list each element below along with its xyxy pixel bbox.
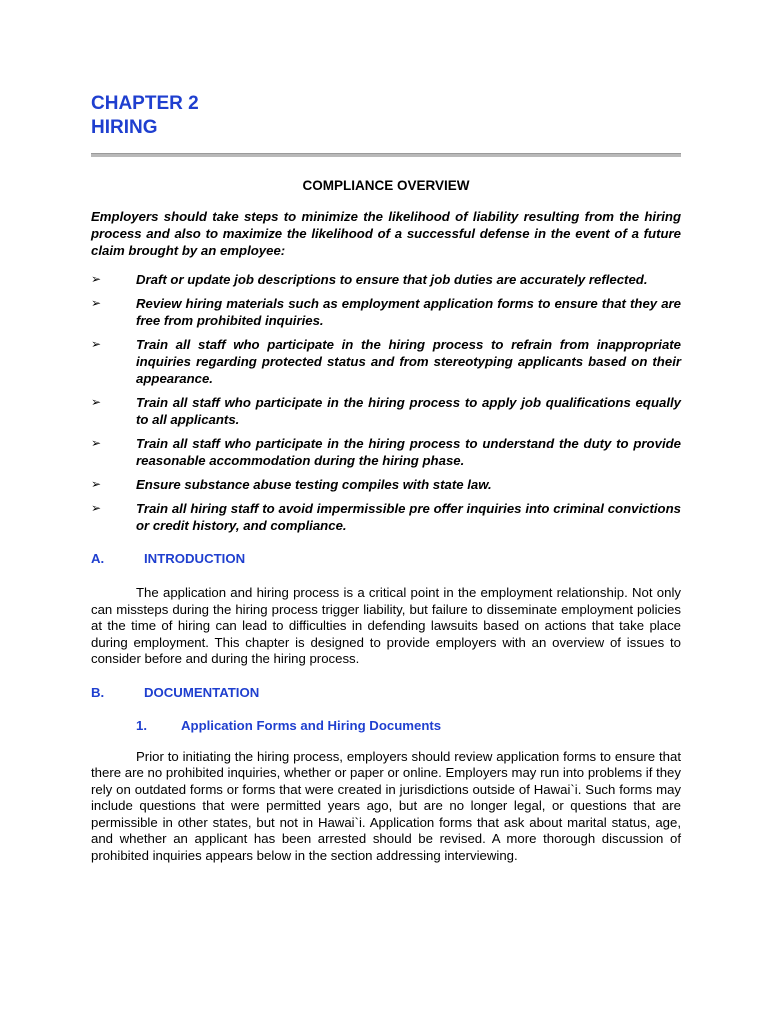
section-letter: B. (91, 684, 105, 700)
subsection-1-heading (91, 717, 681, 734)
introduction-paragraph: The application and hiring process is a critical point in the employment relationship. Not only can missteps during the hiring process trigger liability, but failure to disseminate employment policies at the time of hiring can lead to difficulties in defending lawsuits based on actions that take place during employment. This chapter is designed to provide employers with an overview of issues to consider before and during the hiring process. (91, 585, 681, 666)
application-forms-paragraph: Prior to initiating the hiring process, employers should review application forms to ensure that there are no prohibited inquiries, whether or paper or online. Employers may run into problems if they rely on outdated forms or forms that were created in jurisdictions outside of Hawai`i. Such forms may include questions that were permitted years ago, but are no longer legal, or questions that are permissible in other states, but not in Hawai`i. Application forms that ask about marital status, age, and whether an applicant has been arrested should be revised. A more thorough discussion of prohibited inquiries appears below in the section addressing interviewing. (91, 748, 681, 863)
list-item (91, 336, 681, 387)
chapter-title (91, 92, 681, 140)
list-item-text: Train all staff who participate in the hiring process to refrain from inappropriate inquiries regarding protected status and from stereotyping applicants based on their appearance. (136, 337, 681, 386)
overview-bullet-list (91, 271, 681, 534)
list-item-text: Train all staff who participate in the hiring process to understand the duty to provide reasonable accommodation during the hiring phase. (136, 436, 681, 468)
arrow-bullet-icon: ➢ (91, 436, 102, 450)
list-item (91, 435, 681, 469)
list-item (91, 500, 681, 534)
section-title: DOCUMENTATION (144, 684, 260, 700)
arrow-bullet-icon: ➢ (91, 395, 102, 409)
document-page (91, 92, 681, 864)
section-b-heading (91, 684, 681, 701)
list-item (91, 394, 681, 428)
arrow-bullet-icon: ➢ (91, 501, 102, 515)
arrow-bullet-icon: ➢ (91, 272, 102, 286)
overview-intro: Employers should take steps to minimize the likelihood of liability resulting from the hiring process and also to maximize the likelihood of a successful defense in the event of a future claim brought by an employee: (91, 209, 681, 258)
section-letter: A. (91, 551, 105, 566)
list-item (91, 476, 681, 493)
arrow-bullet-icon: ➢ (91, 296, 102, 310)
arrow-bullet-icon: ➢ (91, 477, 102, 491)
section-title: INTRODUCTION (144, 551, 246, 566)
list-item-text: Train all staff who participate in the hiring process to apply job qualifications equally to all applicants. (136, 395, 681, 427)
list-item (91, 295, 681, 329)
section-a-heading (91, 550, 681, 567)
chapter-number: CHAPTER 2 (91, 93, 199, 114)
compliance-overview-heading: COMPLIANCE OVERVIEW (302, 178, 470, 193)
chapter-name: HIRING (91, 117, 158, 138)
subsection-number: 1. (136, 717, 147, 733)
arrow-bullet-icon: ➢ (91, 337, 102, 351)
heading-divider (91, 153, 681, 157)
list-item (91, 271, 681, 288)
list-item-text: Train all hiring staff to avoid impermissible pre offer inquiries into criminal convictions or credit history, and compliance. (136, 501, 681, 533)
list-item-text: Review hiring materials such as employment application forms to ensure that they are free from prohibited inquiries. (136, 296, 681, 328)
list-item-text: Draft or update job descriptions to ensure that job duties are accurately reflected. (136, 272, 648, 287)
subsection-title: Application Forms and Hiring Documents (181, 717, 442, 733)
list-item-text: Ensure substance abuse testing compiles with state law. (136, 477, 492, 492)
